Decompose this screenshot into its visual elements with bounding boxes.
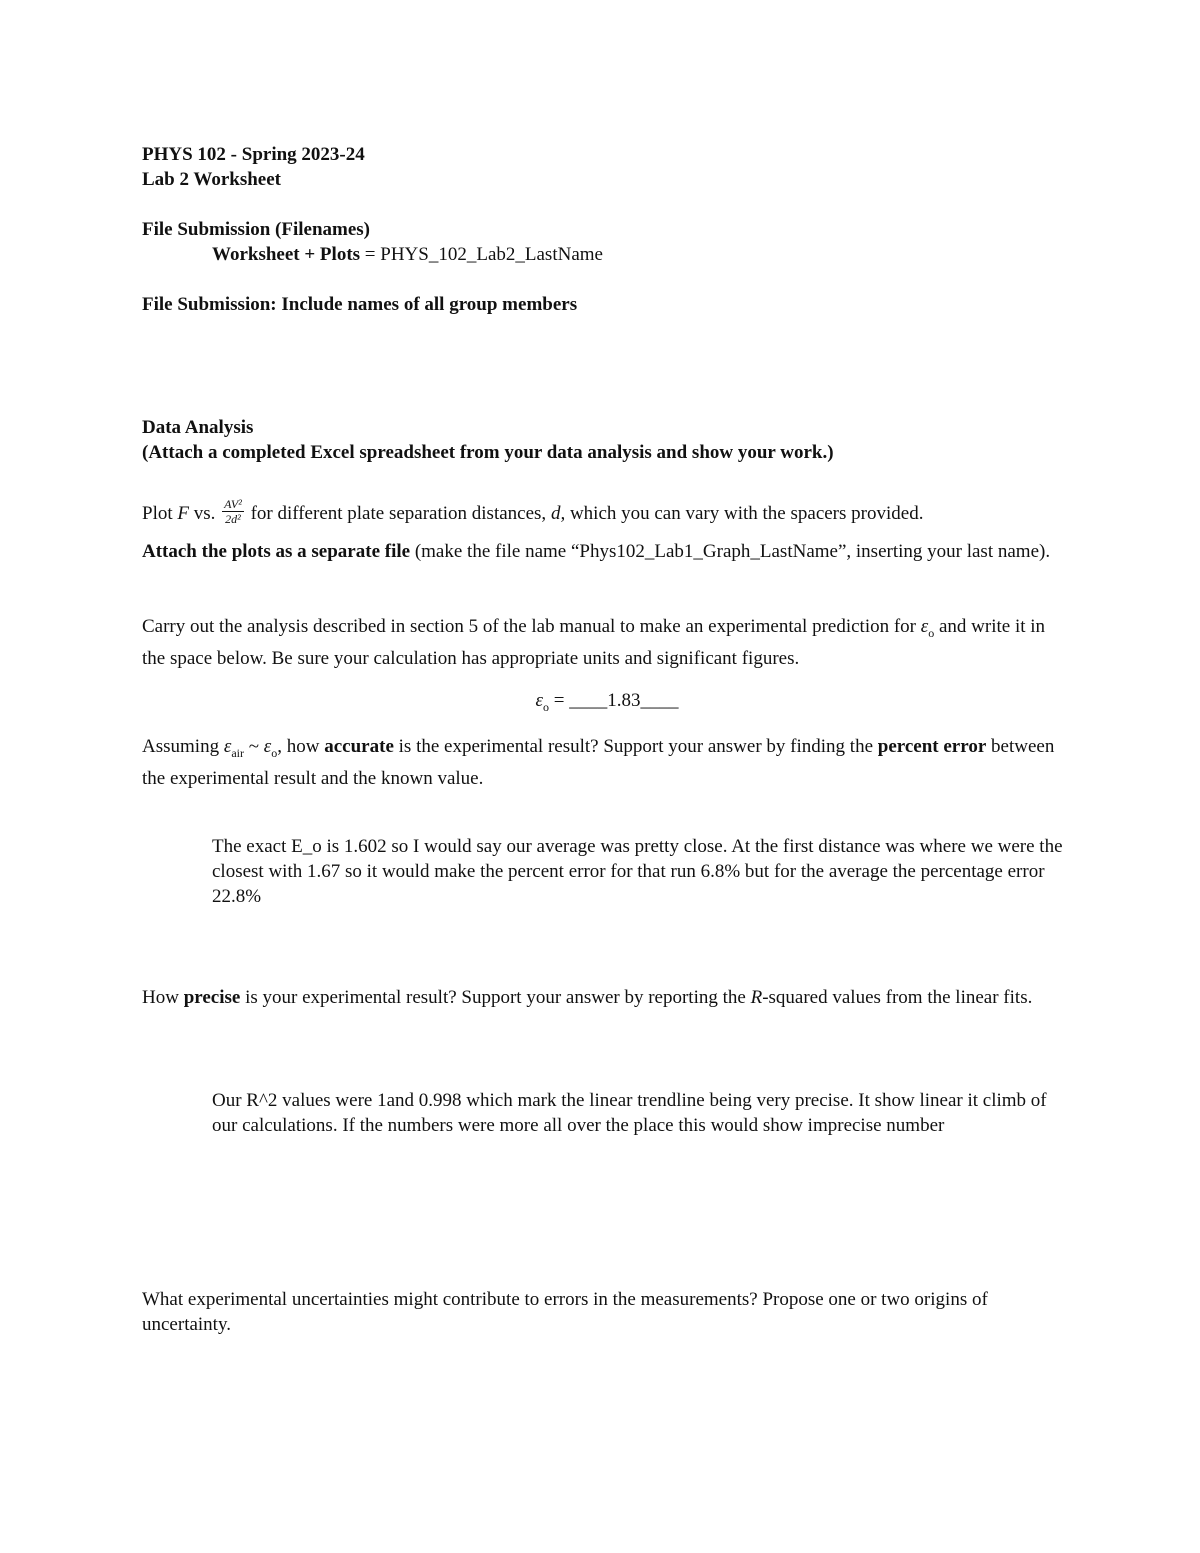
precision-answer: Our R^2 values were 1and 0.998 which mark the linear trendline being very precise. It show linear it climb of our calculations. If the numbers were more all over the place this would show imprecise number <box>212 1090 1047 1136</box>
data-analysis-heading: Data Analysis <box>142 417 254 438</box>
course-title: PHYS 102 - Spring 2023-24 <box>142 144 365 165</box>
data-analysis-subheading: (Attach a completed Excel spreadsheet from your data analysis and show your work.) <box>142 442 834 463</box>
plot-instruction: Plot F vs. $\frac{\text{AV²}}{\text{2d²}}$ for different plate separation distances, d, which you can vary with the spacers provided. <box>142 497 924 527</box>
submission-heading: File Submission (Filenames) <box>142 219 371 240</box>
submission-filename: PHYS_102_Lab2_LastName <box>380 244 603 265</box>
epsilon-answer-line: $\varepsilon_o$ = ____1.83____ <box>535 690 679 714</box>
group-names-note: File Submission: Include names of all group members <box>142 294 578 315</box>
analysis-instruction: Carry out the analysis described in section 5 of the lab manual to make an experimental prediction for $\varepsilon_o$ and write it in the space below. Be sure your calculation has appropriate units and significant figures. <box>142 616 1046 669</box>
precision-question: How precise is your experimental result? Support your answer by reporting the R-squared values from the linear fits. <box>142 987 1033 1008</box>
attach-plots-instruction: Attach the plots as a separate file (make the file name “Phys102_Lab1_Graph_LastName”, inserting your last name). <box>142 541 1051 562</box>
accuracy-answer: The exact E_o is 1.602 so I would say our average was pretty close. At the first distance was where we were the closest with 1.67 so it would make the percent error for that run 6.8% but for the average the percentage error 22.8% <box>212 836 1063 907</box>
fraction-av2-2d2: $\frac{\text{AV²}}{\text{2d²}}$ <box>224 497 242 527</box>
submission-item: Worksheet + Plots = PHYS_102_Lab2_LastName <box>212 244 603 265</box>
uncertainty-question: What experimental uncertainties might contribute to errors in the measurements? Propose one or two origins of uncertainty. <box>142 1289 988 1335</box>
accuracy-question: Assuming $\varepsilon_{air}$ ~ $\varepsilon_o$, how accurate is the experimental result? Support your answer by finding the percent error between the experimental result and the known value. <box>142 736 1055 789</box>
epsilon-value: ____1.83____ <box>569 690 679 711</box>
submission-item-label: Worksheet + Plots <box>212 244 361 265</box>
worksheet-title: Lab 2 Worksheet <box>142 169 282 190</box>
